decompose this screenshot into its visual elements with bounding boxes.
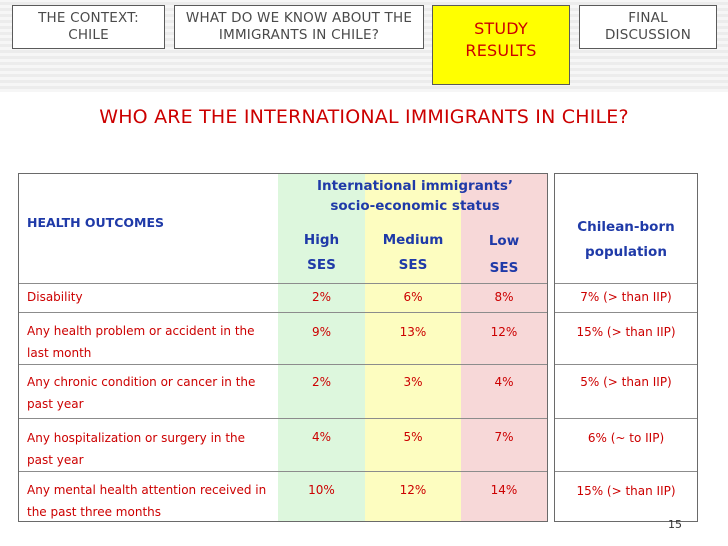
tab-context-chile[interactable]: THE CONTEXT: CHILE (12, 5, 165, 49)
tab-what-we-know[interactable]: WHAT DO WE KNOW ABOUT THE IMMIGRANTS IN CHILE? (174, 5, 424, 49)
chilean-value: 15% (> than IIP) (576, 325, 676, 339)
medium-ses-header-line1: Medium (382, 232, 444, 248)
chilean-value: 6% (~ to IIP) (587, 431, 665, 445)
row-divider (555, 418, 697, 419)
low-ses-value: 4% (494, 375, 514, 389)
outcome-label: Any hospitalization or surgery in the past year (27, 431, 246, 467)
row-divider (19, 312, 547, 313)
high-ses-column (278, 174, 365, 521)
high-ses-value: 4% (311, 430, 332, 444)
outcome-label: Any health problem or accident in the last month (27, 324, 255, 360)
page-title: WHO ARE THE INTERNATIONAL IMMIGRANTS IN CHILE? (99, 106, 629, 128)
chilean-value: 7% (> than IIP) (580, 290, 672, 304)
medium-ses-column (365, 174, 461, 521)
medium-ses-value: 3% (403, 375, 423, 389)
low-ses-header (461, 228, 547, 282)
high-ses-value: 10% (308, 483, 335, 497)
low-ses-value: 12% (490, 325, 518, 339)
page-number: 15 (668, 518, 682, 531)
high-ses-header-line2: SES (307, 257, 336, 273)
high-ses-value: 9% (311, 325, 332, 339)
medium-ses-header-line2: SES (398, 257, 428, 273)
chilean-value: 15% (> than IIP) (576, 484, 676, 498)
row-divider (555, 283, 697, 284)
chilean-born-header: Chilean-born population (577, 219, 675, 260)
health-outcomes-header: HEALTH OUTCOMES (27, 215, 164, 230)
medium-ses-value: 6% (403, 290, 423, 304)
medium-ses-value: 12% (399, 483, 427, 497)
row-divider (555, 312, 697, 313)
low-ses-value: 8% (494, 290, 514, 304)
row-divider (19, 471, 547, 472)
high-ses-value: 2% (311, 290, 332, 304)
low-ses-header-line1: Low (488, 233, 520, 249)
immigrants-ses-header: International immigrants’ socio-economic status (316, 178, 514, 214)
outcome-label: Disability (27, 290, 83, 304)
chilean-value: 5% (> than IIP) (580, 375, 672, 389)
low-ses-column (461, 174, 547, 521)
outcome-label: Any mental health attention received in the past three months (27, 483, 267, 519)
low-ses-header-line2: SES (489, 260, 519, 276)
tab-final-discussion[interactable]: FINAL DISCUSSION (579, 5, 717, 49)
medium-ses-value: 13% (399, 325, 427, 339)
row-divider (19, 418, 547, 419)
outcome-label: Any chronic condition or cancer in the past year (27, 375, 256, 411)
row-divider (19, 283, 547, 284)
high-ses-header-line1: High (303, 232, 340, 248)
low-ses-value: 14% (490, 483, 518, 497)
high-ses-header (278, 228, 365, 278)
low-ses-value: 7% (494, 430, 514, 444)
medium-ses-value: 5% (403, 430, 423, 444)
high-ses-value: 2% (311, 375, 332, 389)
row-divider (19, 364, 547, 365)
tab-study-results[interactable]: STUDY RESULTS (432, 5, 570, 85)
medium-ses-header (365, 228, 461, 278)
row-divider (555, 471, 697, 472)
row-divider (555, 364, 697, 365)
